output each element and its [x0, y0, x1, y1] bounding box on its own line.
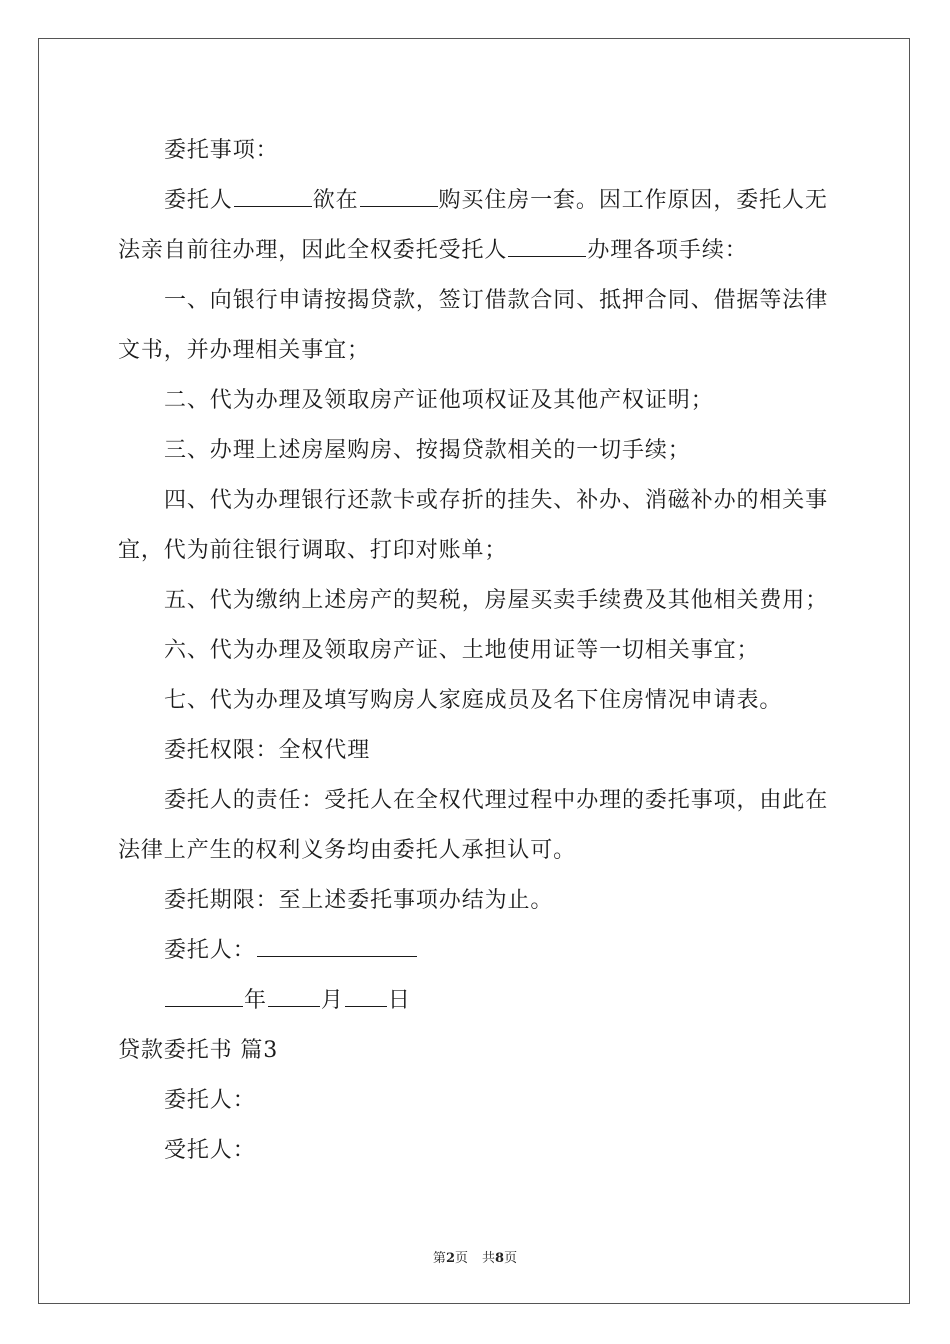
footer-total-prefix: 共	[482, 1251, 496, 1266]
text-fragment: 购买住房一套。因工作原因，委托人无法亲自前往办理，因此全权委托受托人	[118, 188, 828, 263]
date-line	[118, 976, 848, 1026]
item-5: 五、代为缴纳上述房产的契税，房屋买卖手续费及其他相关费用；	[164, 588, 829, 613]
authority-line: 委托权限：全权代理	[164, 738, 371, 763]
date-day-label: 日	[387, 988, 411, 1013]
blank-location	[360, 186, 438, 207]
document-body	[118, 126, 848, 1176]
blank-month	[268, 986, 320, 1007]
blank-agent-name	[508, 236, 586, 257]
section-title: 贷款委托书 篇3	[118, 1038, 279, 1063]
item-4: 四、代为办理银行还款卡或存折的挂失、补办、消磁补办的相关事宜，代为前往银行调取、打印对账单；	[118, 488, 829, 563]
item-6: 六、代为办理及领取房产证、土地使用证等一切相关事宜；	[164, 638, 760, 663]
paragraph-purchase	[118, 176, 848, 276]
blank-day	[345, 986, 387, 1007]
page-footer	[0, 1247, 950, 1266]
blank-principal-name	[234, 186, 312, 207]
footer-page-suffix: 页	[454, 1251, 468, 1266]
principal-label: 委托人：	[164, 1088, 256, 1113]
item-3: 三、办理上述房屋购房、按揭贷款相关的一切手续；	[164, 438, 691, 463]
text-fragment: 欲在	[312, 188, 359, 213]
period-line: 委托期限：至上述委托事项办结为止。	[164, 888, 554, 913]
signature-line	[118, 926, 848, 976]
matters-heading: 委托事项：	[164, 138, 279, 163]
footer-current-page: 2	[445, 1251, 455, 1266]
date-month-label: 月	[320, 988, 344, 1013]
footer-total-pages: 8	[495, 1251, 505, 1266]
text-fragment: 委托人	[164, 188, 233, 213]
item-7: 七、代为办理及填写购房人家庭成员及名下住房情况申请表。	[164, 688, 783, 713]
footer-total-suffix: 页	[504, 1251, 518, 1266]
agent-label: 受托人：	[164, 1138, 256, 1163]
blank-signature	[257, 936, 417, 957]
date-year-label: 年	[244, 988, 267, 1013]
blank-year	[165, 986, 243, 1007]
responsibility-paragraph: 委托人的责任：受托人在全权代理过程中办理的委托事项，由此在法律上产生的权利义务均由委托人承担认可。	[118, 788, 829, 863]
signature-label: 委托人：	[164, 938, 256, 963]
footer-page-prefix: 第	[432, 1251, 446, 1266]
text-fragment: 办理各项手续：	[587, 238, 748, 263]
item-1: 一、向银行申请按揭贷款，签订借款合同、抵押合同、借据等法律文书，并办理相关事宜；	[118, 288, 829, 363]
item-2: 二、代为办理及领取房产证他项权证及其他产权证明；	[164, 388, 714, 413]
